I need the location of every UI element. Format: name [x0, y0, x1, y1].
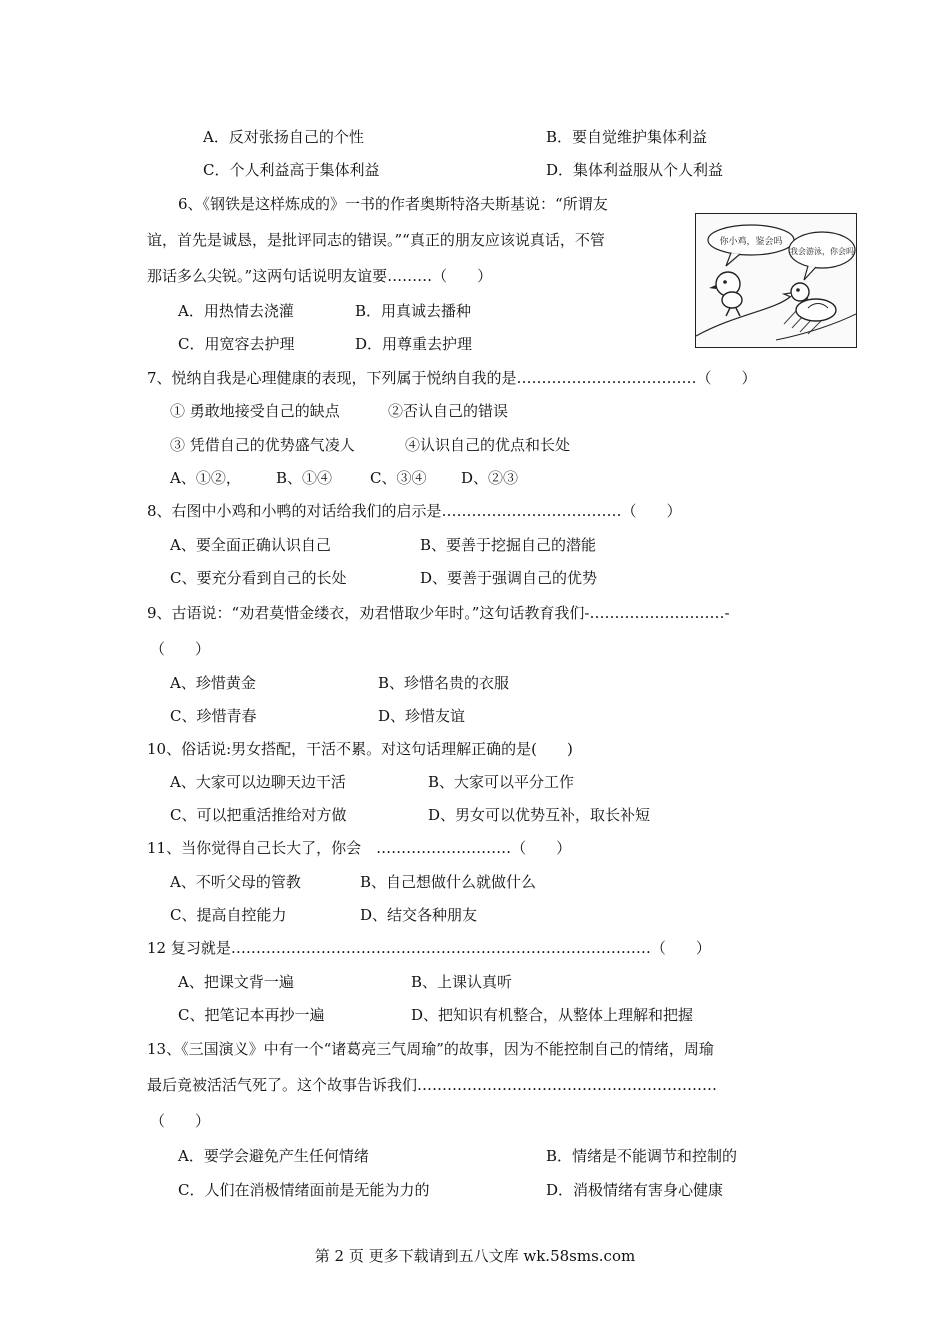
q13-option-a: A．要学会避免产生任何情绪	[178, 1147, 369, 1165]
cartoon-drawing	[696, 214, 856, 347]
q7-statement-2: ②否认自己的错误	[388, 402, 509, 420]
q7-statement-1: ① 勇敢地接受自己的缺点	[170, 402, 340, 420]
q9-paren: （ ）	[150, 640, 211, 658]
q5-option-a: A．反对张扬自己的个性	[203, 128, 364, 146]
q12-option-b: B、上课认真听	[411, 973, 513, 991]
q7-stem: 7、悦纳自我是心理健康的表现，下列属于悦纳自我的是………………………………（ ）	[147, 369, 757, 387]
q9-option-b: B、珍惜名贵的衣服	[378, 674, 510, 692]
q7-option-c: C、③④	[370, 469, 427, 487]
q13-option-b: B．情绪是不能调节和控制的	[546, 1147, 738, 1165]
bubble2-text: 我会游泳，你会吗	[790, 247, 854, 256]
q10-stem: 10、俗话说:男女搭配，干活不累。对这句话理解正确的是( )	[147, 740, 573, 758]
q6-stem-line3: 那话多么尖锐。”这两句话说明友谊要………（ ）	[147, 267, 493, 285]
chick-figure	[709, 272, 742, 316]
q5-option-d: D．集体利益服从个人利益	[546, 161, 724, 179]
q7-option-b: B、①④	[276, 469, 333, 487]
q11-option-a: A、不听父母的管教	[170, 873, 301, 891]
q7-statement-4: ④认识自己的优点和长处	[405, 436, 571, 454]
q10-option-b: B、大家可以平分工作	[428, 773, 575, 791]
q5-option-c: C．个人利益高于集体利益	[203, 161, 380, 179]
q11-option-b: B、自己想做什么就做什么	[360, 873, 537, 891]
q13-stem-line2: 最后竟被活活气死了。这个故事告诉我们……………………………………………………	[147, 1076, 718, 1094]
bubble1-text: 你小鸡，鉴会吗	[719, 237, 783, 247]
q7-option-a: A、①②，	[170, 469, 241, 487]
q12-stem: 12 复习就是…………………………………………………………………………（ ）	[147, 939, 711, 957]
q12-option-c: C、把笔记本再抄一遍	[178, 1006, 325, 1024]
q10-option-c: C、可以把重活推给对方做	[170, 806, 347, 824]
q8-option-b: B、要善于挖掘自己的潜能	[420, 536, 597, 554]
q11-option-d: D、结交各种朋友	[360, 906, 478, 924]
q12-option-a: A、把课文背一遍	[178, 973, 294, 991]
q7-statement-3: ③ 凭借自己的优势盛气凌人	[170, 436, 355, 454]
q6-option-a: A．用热情去浇灌	[178, 302, 294, 320]
q6-option-d: D．用尊重去护理	[355, 335, 473, 353]
q13-stem-line1: 13、《三国演义》中有一个“诸葛亮三气周瑜”的故事，因为不能控制自己的情绪，周瑜	[147, 1040, 714, 1058]
q6-option-c: C．用宽容去护理	[178, 335, 295, 353]
q8-option-c: C、要充分看到自己的长处	[170, 569, 347, 587]
q8-stem: 8、右图中小鸡和小鸭的对话给我们的启示是………………………………（ ）	[147, 502, 682, 520]
q8-option-a: A、要全面正确认识自己	[170, 536, 331, 554]
q11-stem: 11、当你觉得自己长大了，你会 ………………………（ ）	[147, 839, 572, 857]
q8-option-d: D、要善于强调自己的优势	[420, 569, 598, 587]
q12-option-d: D、把知识有机整合，从整体上理解和把握	[411, 1006, 694, 1024]
q9-stem: 9、古语说：“劝君莫惜金缕衣，劝君惜取少年时。”这句话教育我们-………………………-	[147, 604, 730, 622]
q7-option-d: D、②③	[461, 469, 519, 487]
q6-stem-line1: 6、《钢铁是这样炼成的》一书的作者奥斯特洛夫斯基说：“所谓友	[178, 195, 608, 213]
q9-option-c: C、珍惜青春	[170, 707, 257, 725]
q13-option-d: D．消极情绪有害身心健康	[546, 1181, 724, 1199]
q10-option-a: A、大家可以边聊天边干活	[170, 773, 346, 791]
page-footer: 第 2 页 更多下载请到五八文库 wk.58sms.com	[314, 1247, 636, 1265]
q6-stem-line2: 谊，首先是诚恳，是批评同志的错误。”“真正的朋友应该说真话，不管	[147, 231, 605, 249]
chick-duck-cartoon	[695, 213, 857, 348]
q11-option-c: C、提高自控能力	[170, 906, 287, 924]
q13-paren: （ ）	[150, 1112, 211, 1130]
q9-option-d: D、珍惜友谊	[378, 707, 466, 725]
q13-option-c: C．人们在消极情绪面前是无能为力的	[178, 1181, 430, 1199]
q5-option-b: B．要自觉维护集体利益	[546, 128, 708, 146]
q10-option-d: D、男女可以优势互补，取长补短	[428, 806, 651, 824]
q6-option-b: B．用真诚去播种	[355, 302, 472, 320]
q9-option-a: A、珍惜黄金	[170, 674, 256, 692]
